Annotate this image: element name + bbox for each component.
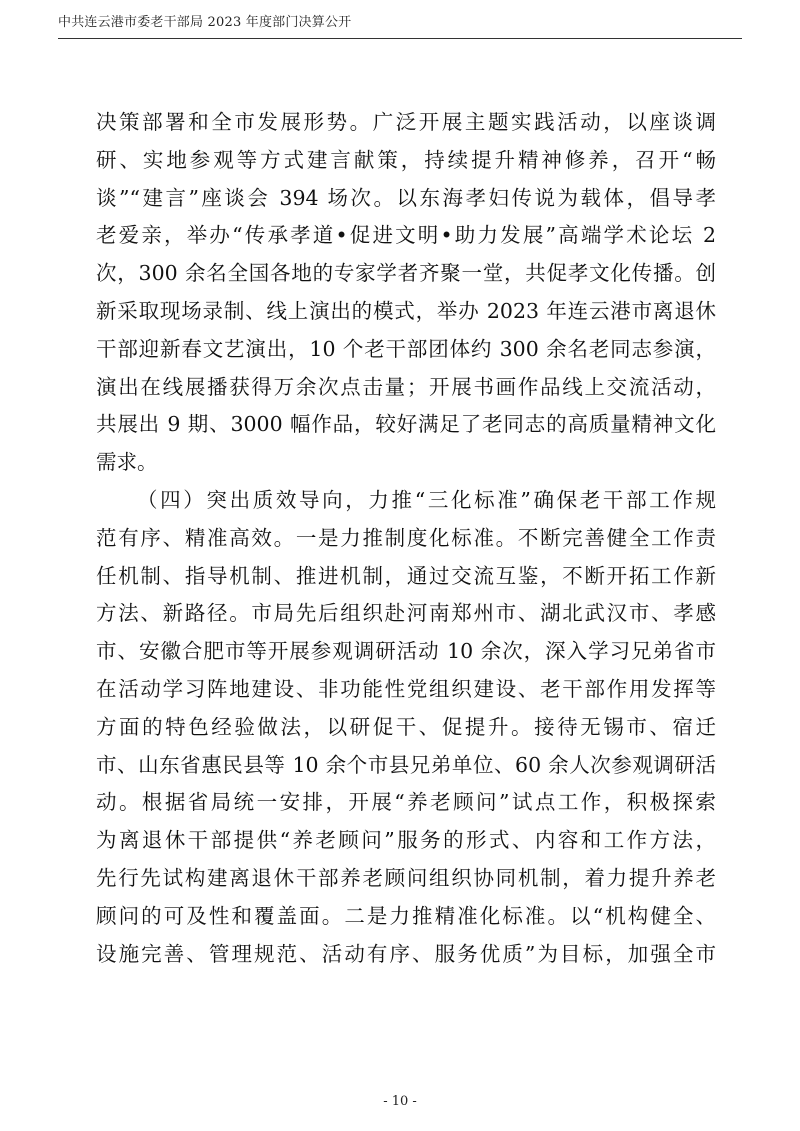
- text-line: 市、山东省惠民县等 10 余个市县兄弟单位、60 余人次参观调研活: [96, 752, 716, 777]
- text-line: 先行先试构建离退休干部养老顾问组织协同机制，着力提升养老: [96, 865, 716, 890]
- text-line: 任机制、指导机制、推进机制，通过交流互鉴，不断开拓工作新: [96, 563, 716, 588]
- header-title: 中共连云港市委老干部局 2023 年度部门决算公开: [58, 15, 352, 30]
- text-line: 谈”“建言”座谈会 394 场次。以东海孝妇传说为载体，倡导孝: [96, 185, 716, 210]
- text-line: 研、实地参观等方式建言献策，持续提升精神修养，召开“畅: [96, 147, 716, 172]
- text-line: 新采取现场录制、线上演出的模式，举办 2023 年连云港市离退休: [96, 298, 716, 323]
- paragraph-1: [96, 104, 716, 482]
- text-line: 老爱亲，举办“传承孝道•促进文明•助力发展”高端学术论坛 2: [96, 223, 716, 248]
- text-line: 次，300 余名全国各地的专家学者齐聚一堂，共促孝文化传播。创: [96, 261, 716, 286]
- text-line: 在活动学习阵地建设、非功能性党组织建设、老干部作用发挥等: [96, 676, 716, 701]
- text-line: 设施完善、管理规范、活动有序、服务优质”为目标，加强全市: [96, 941, 716, 966]
- text-line: 决策部署和全市发展形势。广泛开展主题实践活动，以座谈调: [96, 110, 716, 134]
- text-line: 共展出 9 期、3000 幅作品，较好满足了老同志的高质量精神文化: [96, 412, 716, 437]
- text-line: 干部迎新春文艺演出，10 个老干部团体约 300 余名老同志参演，: [96, 336, 716, 361]
- text-line: 范有序、精准高效。一是力推制度化标准。不断完善健全工作责: [96, 525, 716, 550]
- page-header: [58, 14, 742, 39]
- text-line: 顾问的可及性和覆盖面。二是力推精准化标准。以“机构健全、: [96, 903, 716, 928]
- document-body: [96, 104, 716, 973]
- paragraph-2: [96, 482, 716, 973]
- text-line: 方面的特色经验做法，以研促干、促提升。接待无锡市、宿迁: [96, 714, 716, 739]
- text-line: 为离退休干部提供“养老顾问”服务的形式、内容和工作方法，: [96, 828, 716, 853]
- text-line: （四）突出质效导向，力推“三化标准”确保老干部工作规: [137, 487, 716, 512]
- text-line: 需求。: [96, 450, 158, 475]
- text-line: 市、安徽合肥市等开展参观调研活动 10 余次，深入学习兄弟省市: [96, 639, 716, 664]
- text-line: 动。根据省局统一安排，开展“养老顾问”试点工作，积极探索: [96, 790, 716, 815]
- text-line: 演出在线展播获得万余次点击量；开展书画作品线上交流活动，: [96, 374, 716, 399]
- text-line: 方法、新路径。市局先后组织赴河南郑州市、湖北武汉市、孝感: [96, 601, 716, 626]
- page-number: - 10 -: [383, 1094, 417, 1109]
